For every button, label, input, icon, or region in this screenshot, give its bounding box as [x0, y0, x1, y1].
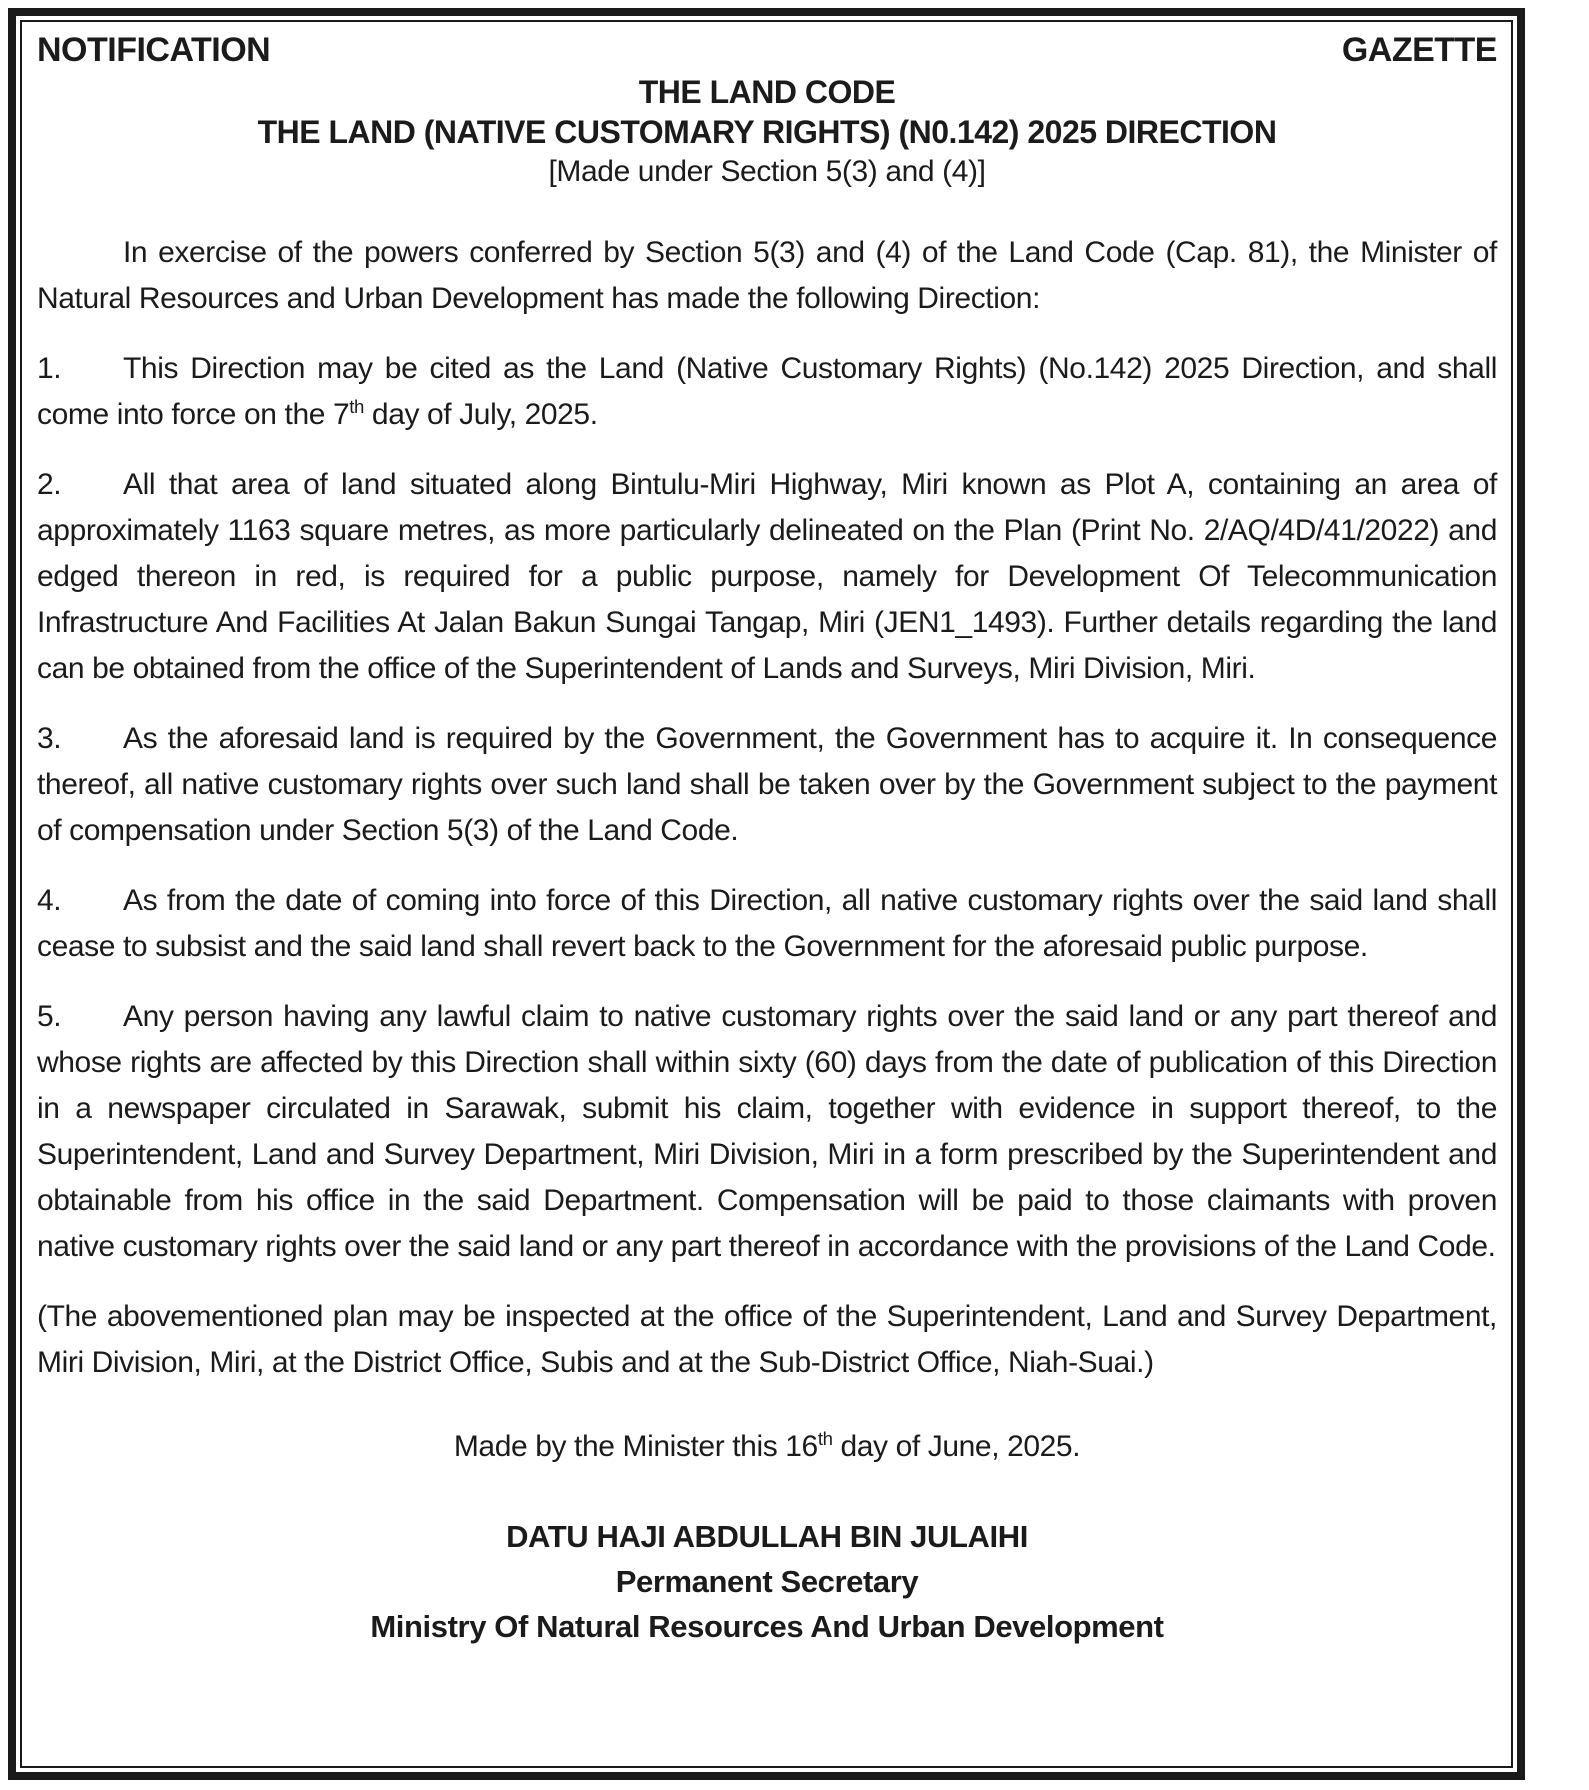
direction-paragraph-5: [37, 994, 1497, 1270]
paragraph-text-1: This Direction may be cited as the Land (Native Customary Rights) (No.142) 2025 Direction, and shall come into force on the 7: [37, 352, 1497, 431]
signature-block: [37, 1514, 1497, 1649]
page-header: [37, 28, 1497, 72]
paragraph-number-3: 3.: [37, 722, 62, 755]
intro-paragraph: In exercise of the powers conferred by Section 5(3) and (4) of the Land Code (Cap. 81), the Minister of Natural Resources and Urban Development has made the following Direction:: [37, 236, 1497, 315]
paragraph-text-2: All that area of land situated along Bintulu-Miri Highway, Miri known as Plot A, containing an area of approximately 1163 square metres, as more particularly delineated on the Plan (Print No. 2/AQ/4D/41/2022) and edged thereon in red, is required for a public purpose, namely for Development Of Telecommunication Infrastructure And Facilities At Jalan Bakun Sungai Tangap, Miri (JEN1_1493). Further details regarding the land can be obtained from the office of the Superintendent of Lands and Surveys, Miri Division, Miri.: [37, 468, 1497, 685]
paragraph-text-3: As the aforesaid land is required by the Government, the Government has to acquire it. In consequence thereof, all native customary rights over such land shall be taken over by the Government subject to the payment of compensation under Section 5(3) of the Land Code.: [37, 722, 1497, 847]
gazette-label: GAZETTE: [1341, 31, 1497, 69]
plan-inspection-note: (The abovementioned plan may be inspected at the office of the Superintendent, Land and Survey Department, Miri Division, Miri, at the District Office, Subis and at the Sub-District Office, Niah-Suai.): [37, 1300, 1497, 1379]
superscript-th-2: th: [817, 1428, 833, 1449]
made-by-text: Made by the Minister this 16: [453, 1430, 818, 1463]
outer-border-frame: [8, 8, 1525, 1780]
direction-paragraph-4: [37, 878, 1497, 970]
notification-label: NOTIFICATION: [37, 31, 271, 69]
signatory-title: Permanent Secretary: [615, 1564, 919, 1599]
paragraph-number-5: 5.: [37, 1000, 62, 1033]
signatory-name: DATU HAJI ABDULLAH BIN JULAIHI: [506, 1519, 1028, 1554]
superscript-th: th: [349, 396, 364, 417]
document-subtitle: THE LAND (NATIVE CUSTOMARY RIGHTS) (N0.142) 2025 DIRECTION: [257, 114, 1277, 150]
paragraph-text-1-cont: day of July, 2025.: [363, 398, 598, 431]
paragraph-number-4: 4.: [37, 884, 62, 917]
direction-paragraph-2: [37, 462, 1497, 692]
title-block: [37, 72, 1497, 192]
inner-border-frame: [20, 20, 1513, 1768]
paragraph-number-2: 2.: [37, 468, 62, 501]
made-by-text-cont: day of June, 2025.: [832, 1430, 1081, 1463]
paragraph-text-5: Any person having any lawful claim to native customary rights over the said land or any part thereof and whose rights are affected by this Direction shall within sixty (60) days from the date of publication of this Direction in a newspaper circulated in Sarawak, submit his claim, together with evidence in support thereof, to the Superintendent, Land and Survey Department, Miri Division, Miri in a form prescribed by the Superintendent and obtainable from his office in the said Department. Compensation will be paid to those claimants with proven native customary rights over the said land or any part thereof in accordance with the provisions of the Land Code.: [37, 1000, 1497, 1263]
paragraph-number-1: 1.: [37, 352, 62, 385]
direction-paragraph-1: [37, 346, 1497, 438]
made-under-note: [Made under Section 5(3) and (4)]: [548, 155, 986, 188]
direction-paragraph-3: [37, 716, 1497, 854]
paragraph-text-4: As from the date of coming into force of this Direction, all native customary rights over the said land shall cease to subsist and the said land shall revert back to the Government for the aforesaid public purpose.: [37, 884, 1497, 963]
made-by-line: [37, 1424, 1497, 1470]
document-title: THE LAND CODE: [638, 74, 896, 110]
signatory-ministry: Ministry Of Natural Resources And Urban Development: [370, 1609, 1164, 1644]
